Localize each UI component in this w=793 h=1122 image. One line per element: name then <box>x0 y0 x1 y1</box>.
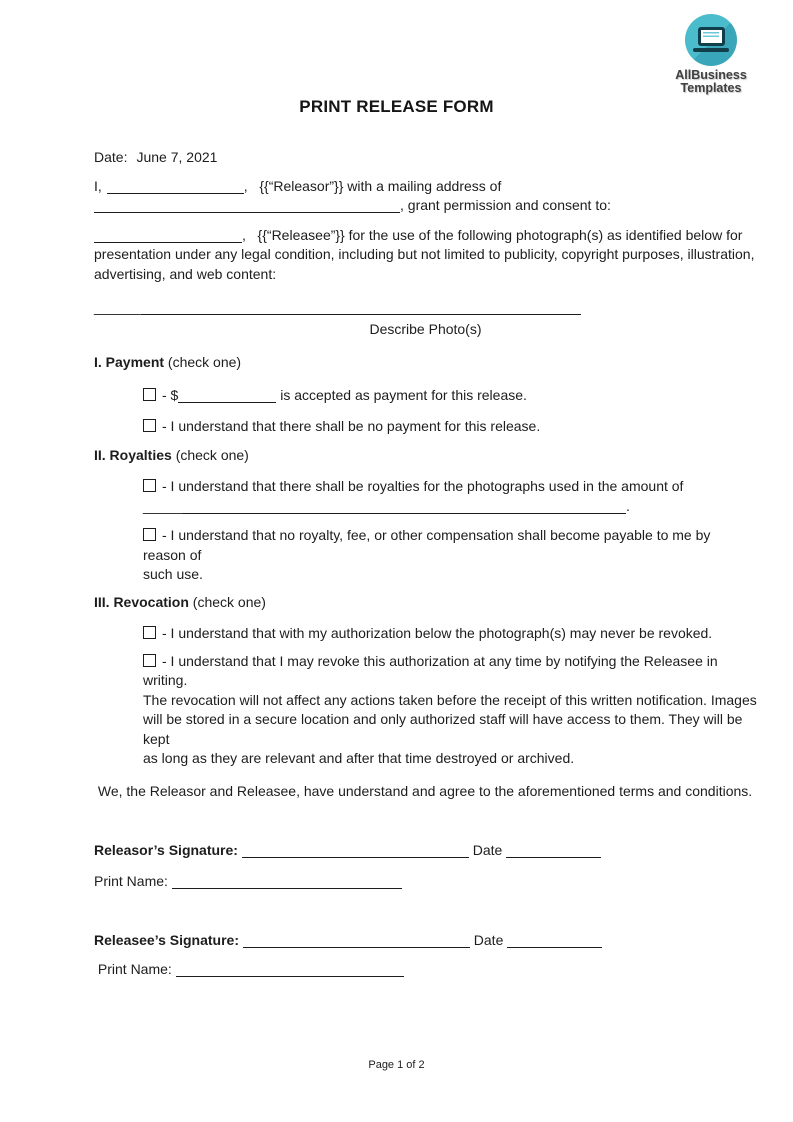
releasor-print-name-line <box>94 872 757 892</box>
date-line <box>94 148 757 168</box>
releasor-date-blank[interactable] <box>506 843 601 858</box>
releasee-print-name-blank[interactable] <box>176 962 404 977</box>
releasor-name-blank[interactable] <box>107 179 244 194</box>
releasee-signature-label: Releasee’s Signature <box>94 932 235 948</box>
royalties-opt1-line1: - I understand that there shall be royalties for the photographs used in the amount of <box>162 478 684 494</box>
royalties-option-1 <box>143 477 757 516</box>
releasee-grant-line2 <box>94 245 757 265</box>
brand-name-top: AllBusiness <box>675 68 747 82</box>
releasee-date-blank[interactable] <box>507 933 602 948</box>
releasee-grant-line3 <box>94 265 757 285</box>
checkbox-may-revoke[interactable] <box>143 654 156 667</box>
payment-option-2 <box>143 417 757 437</box>
photo-description-line <box>94 298 757 318</box>
brand-logo <box>671 14 751 95</box>
section-heading-payment <box>94 353 757 373</box>
document-title: PRINT RELEASE FORM <box>299 97 494 116</box>
brand-name <box>671 69 751 95</box>
revocation-option-2 <box>143 652 757 769</box>
laptop-icon <box>685 14 737 66</box>
releasor-date-label: Date <box>468 842 507 858</box>
releasee-signature-blank[interactable] <box>243 933 470 948</box>
agreement-text: We, the Releasor and Releasee, have understand and agree to the aforementioned terms and conditions. <box>94 782 753 799</box>
releasor-signature-line <box>94 841 757 861</box>
revocation-option-1 <box>143 624 757 644</box>
revocation-heading-text: III. Revocation <box>94 593 189 610</box>
payment-option-1 <box>143 386 757 406</box>
royalties-heading-text: II. Royalties <box>94 446 172 463</box>
releasor-signature-label: Releasor’s Signature <box>94 842 234 858</box>
releasee-signature-line <box>94 931 757 951</box>
intro-line2-after-blank: , grant permission and consent to: <box>400 197 611 213</box>
grant-line1-after-blank: , {{“Releasee”}} for the use of the following photograph(s) as identified below for <box>242 226 743 243</box>
releasor-signature-colon: : <box>233 842 242 858</box>
payment-amount-blank[interactable] <box>178 388 276 403</box>
page-number: Page 1 of 2 <box>368 1059 425 1071</box>
mailing-address-line <box>94 196 757 216</box>
releasor-print-name-blank[interactable] <box>172 874 402 889</box>
intro-after-blank: , {{“Releasor”}} with a mailing address of <box>243 177 502 194</box>
section-heading-revocation <box>94 593 757 613</box>
grant-line3-text: advertising, and web content: <box>94 265 277 282</box>
brand-name-bottom: Templates <box>680 81 742 95</box>
grant-line2-text: presentation under any legal condition, including but not limited to publicity, copyright purposes, illustration, <box>94 246 755 262</box>
payment-heading-note: (check one) <box>164 354 242 370</box>
revocation-opt2-line1: - I understand that I may revoke this authorization at any time by notifying the Releasee in writing. <box>143 652 722 688</box>
laptop-base <box>693 48 729 53</box>
agreement-line <box>94 782 757 802</box>
revocation-opt2-line2: The revocation will not affect any actions taken before the receipt of this written notification. Images <box>143 691 757 708</box>
releasee-print-name-label: Print Name: <box>94 960 176 977</box>
releasee-signature-colon: : <box>234 932 243 948</box>
releasor-print-name-label: Print Name: <box>94 872 172 889</box>
photo-blank-prefix: ______ <box>94 299 141 315</box>
releasee-grant-line1 <box>94 226 757 246</box>
date-value: June 7, 2021 <box>136 149 218 165</box>
section-heading-royalties <box>94 446 757 466</box>
revocation-opt2-line4: as long as they are relevant and after that time destroyed or archived. <box>143 750 575 766</box>
royalty-blank-prefix: _____ <box>143 497 182 514</box>
intro-prefix: I, <box>94 177 102 194</box>
royalties-opt2-line2: such use. <box>143 566 203 582</box>
royalties-option-2 <box>143 526 757 585</box>
checkbox-no-payment[interactable] <box>143 419 156 432</box>
laptop-screen-lines <box>703 32 719 39</box>
checkbox-payment-amount[interactable] <box>143 388 156 401</box>
royalties-opt2-line1: - I understand that no royalty, fee, or other compensation shall become payable to me by reason of <box>143 527 715 563</box>
royalties-opt1-period: . <box>625 497 630 514</box>
checkbox-royalties-yes[interactable] <box>143 479 156 492</box>
checkbox-never-revoked[interactable] <box>143 626 156 639</box>
royalties-heading-note: (check one) <box>171 446 249 463</box>
laptop-screen <box>698 27 725 46</box>
releasee-print-name-line <box>94 960 757 980</box>
releasee-name-blank[interactable] <box>94 228 242 243</box>
photo-description-caption: Describe Photo(s) <box>369 320 482 337</box>
payment-opt1-pre: - $ <box>162 386 179 403</box>
releasee-date-label: Date <box>469 932 508 948</box>
revocation-heading-note: (check one) <box>188 593 266 610</box>
photo-description-blank[interactable] <box>141 300 581 315</box>
date-label: Date: <box>94 149 128 165</box>
revocation-opt1-text: - I understand that with my authorization below the photograph(s) may never be revoked. <box>162 625 713 641</box>
releasor-intro-line <box>94 177 757 197</box>
checkbox-royalties-no[interactable] <box>143 528 156 541</box>
releasor-signature-blank[interactable] <box>242 843 469 858</box>
payment-opt1-post: is accepted as payment for this release. <box>276 386 527 403</box>
payment-heading-text: I. Payment <box>94 354 165 370</box>
royalty-amount-blank[interactable] <box>182 499 626 514</box>
revocation-opt2-line3: will be stored in a secure location and only authorized staff will have access to them. They will be kept <box>143 711 747 747</box>
mailing-address-blank[interactable] <box>94 198 400 213</box>
payment-opt2-text: - I understand that there shall be no payment for this release. <box>162 418 541 434</box>
